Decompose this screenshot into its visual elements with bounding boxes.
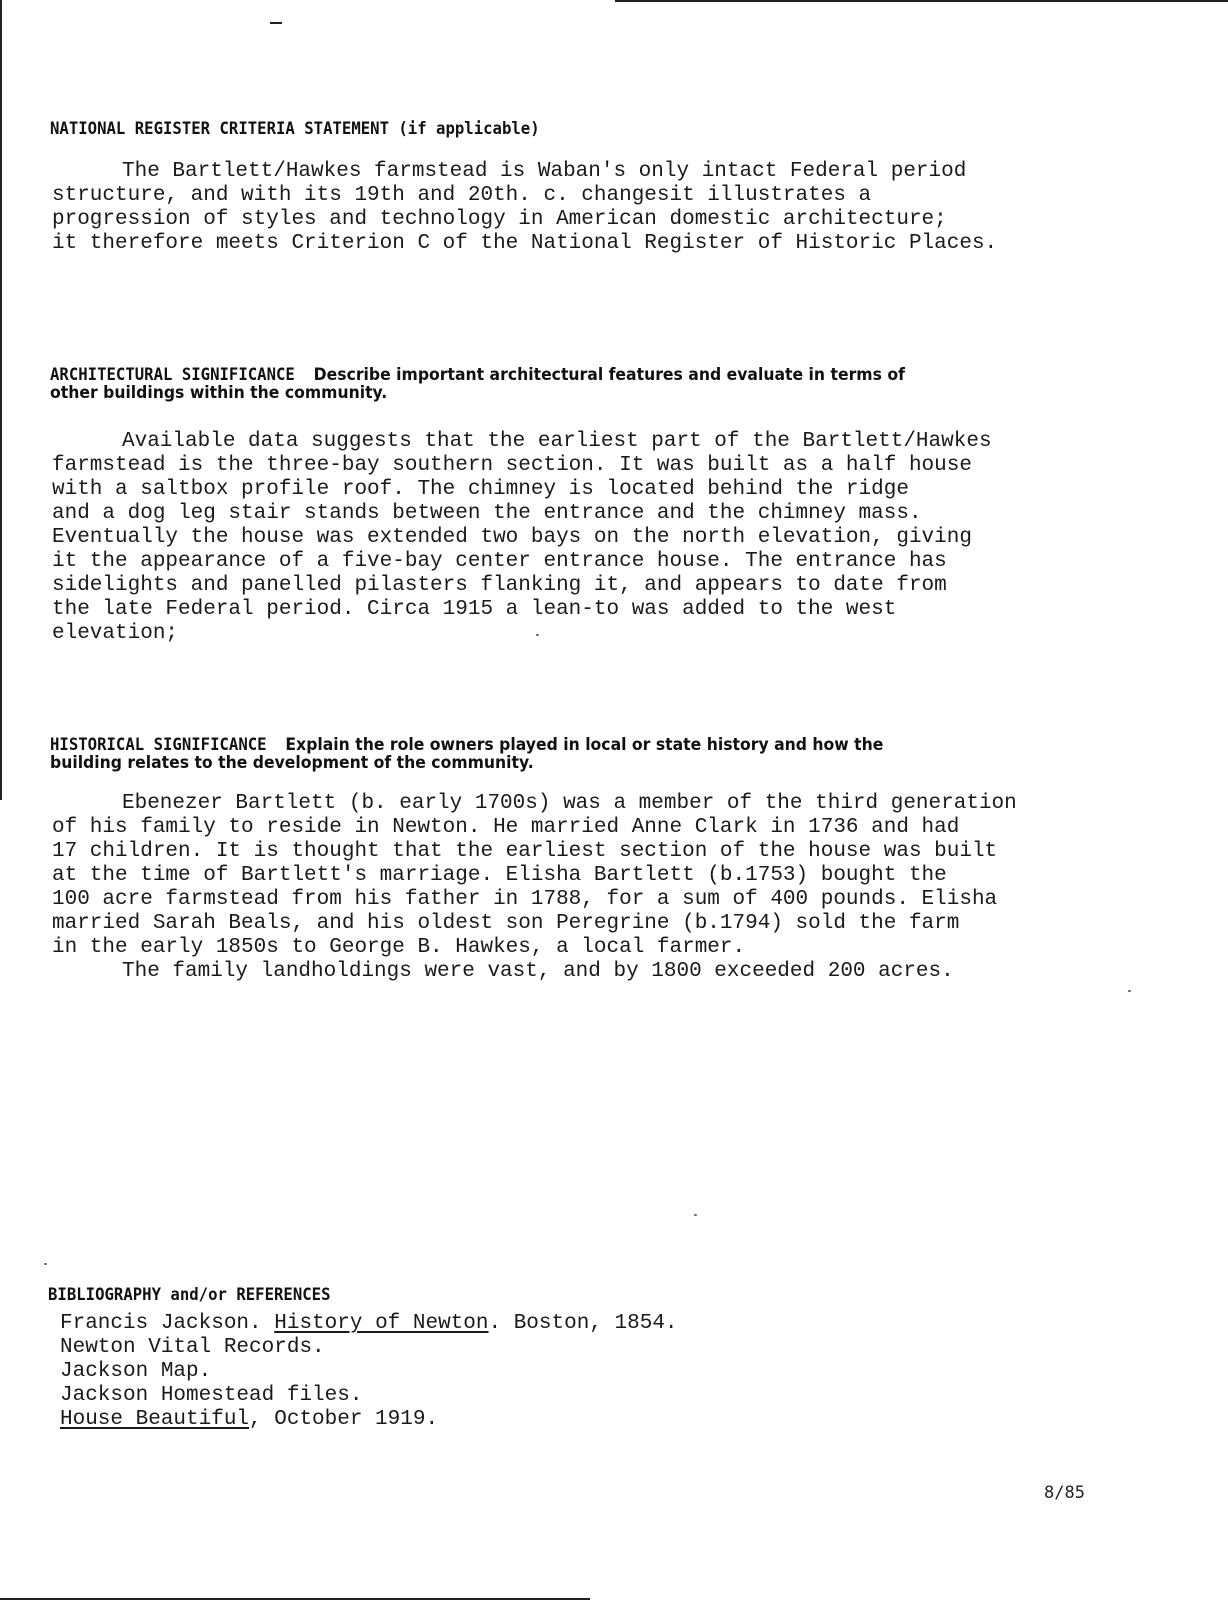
text-line: The Bartlett/Hawkes farmstead is Waban's only intact Federal period: [122, 160, 967, 183]
text-line: and a dog leg stair stands between the entrance and the chimney mass.: [52, 502, 922, 525]
text-line: with a saltbox profile roof. The chimney is located behind the ridge: [52, 478, 909, 501]
reference-item: Jackson Map.: [60, 1360, 212, 1383]
scan-speck: [44, 1263, 47, 1265]
text-line: The family landholdings were vast, and by 1800 exceeded 200 acres.: [122, 960, 954, 983]
text-line: Available data suggests that the earliest part of the Bartlett/Hawkes: [122, 430, 992, 453]
historical-paragraph: [52, 792, 1162, 984]
text-line: it the appearance of a five-bay center entrance house. The entrance has: [52, 550, 947, 573]
architectural-heading: ARCHITECTURAL SIGNIFICANCE Describe important architectural features and evaluate in terms of other buildings within the community.: [50, 365, 905, 403]
text-line: elevation;: [52, 622, 179, 645]
architectural-paragraph: [52, 430, 1162, 646]
text-line: Eventually the house was extended two bays on the north elevation, giving: [52, 526, 972, 549]
criteria-heading: NATIONAL REGISTER CRITERIA STATEMENT (if applicable): [50, 119, 540, 139]
scan-edge-top: [615, 0, 1228, 2]
reference-item: Newton Vital Records.: [60, 1336, 325, 1359]
scan-speck: [1128, 990, 1131, 992]
text-line: in the early 1850s to George B. Hawkes, a local farmer.: [52, 936, 746, 959]
bibliography-heading: BIBLIOGRAPHY and/or REFERENCES: [48, 1285, 331, 1305]
reference-item: House Beautiful, October 1919.: [60, 1408, 439, 1431]
text-line: 17 children. It is thought that the earliest section of the house was built: [52, 840, 998, 863]
historical-heading: HISTORICAL SIGNIFICANCE Explain the role owners played in local or state history and how the building relates to the development of the community.: [50, 735, 884, 773]
scan-speck: [694, 1214, 697, 1216]
text-line: at the time of Bartlett's marriage. Elisha Bartlett (b.1753) bought the: [52, 864, 947, 887]
scan-edge-left: [0, 0, 2, 800]
text-line: structure, and with its 19th and 20th. c. changesit illustrates a: [52, 184, 872, 207]
bibliography-list: [60, 1312, 678, 1432]
scan-speck: [536, 634, 539, 636]
reference-item: Francis Jackson. History of Newton. Boston, 1854.: [60, 1312, 678, 1335]
text-line: progression of styles and technology in American domestic architecture;: [52, 208, 947, 231]
text-line: it therefore meets Criterion C of the National Register of Historic Places.: [52, 232, 998, 255]
text-line: farmstead is the three-bay southern section. It was built as a half house: [52, 454, 972, 477]
criteria-paragraph: [52, 160, 1162, 256]
text-line: married Sarah Beals, and his oldest son Peregrine (b.1794) sold the farm: [52, 912, 960, 935]
scan-mark: [270, 22, 282, 24]
reference-item: Jackson Homestead files.: [60, 1384, 363, 1407]
page-code: 8/85: [1044, 1483, 1085, 1503]
text-line: of his family to reside in Newton. He married Anne Clark in 1736 and had: [52, 816, 960, 839]
text-line: sidelights and panelled pilasters flanking it, and appears to date from: [52, 574, 947, 597]
text-line: Ebenezer Bartlett (b. early 1700s) was a member of the third generation: [122, 792, 1017, 815]
text-line: 100 acre farmstead from his father in 1788, for a sum of 400 pounds. Elisha: [52, 888, 998, 911]
text-line: the late Federal period. Circa 1915 a lean-to was added to the west: [52, 598, 897, 621]
